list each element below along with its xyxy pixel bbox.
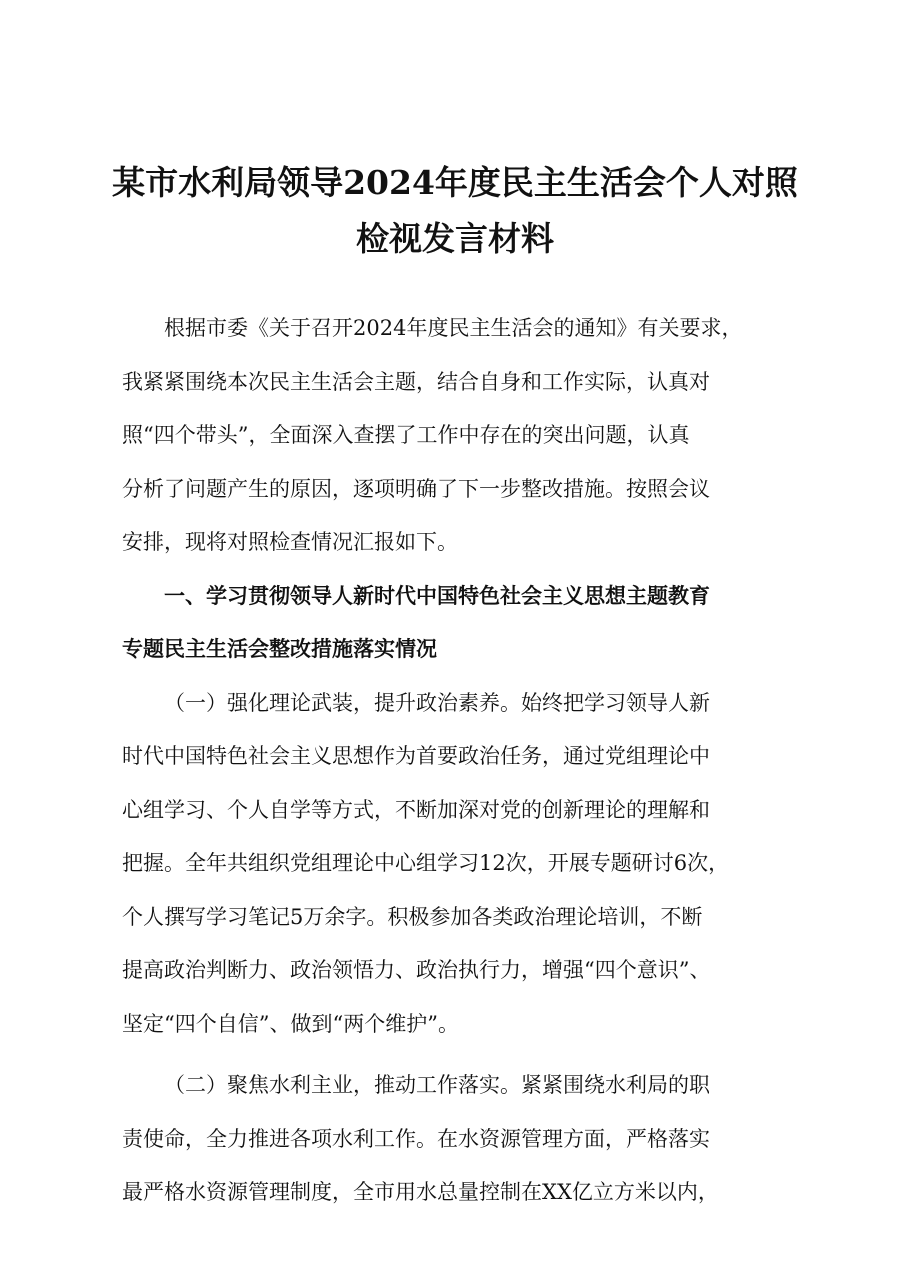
sub1-line: （一）强化理论武装，提升政治素养。始终把学习领导人新 [164,690,710,715]
intro-paragraph [122,302,794,570]
title-line-2: 检视发言材料 [356,219,554,258]
title-line-1: 某市水利局领导2024年度民主生活会个人对照 [112,163,798,202]
heading-line: 一、学习贯彻领导人新时代中国特色社会主义思想主题教育 [164,583,710,608]
paragraph-gap [122,1051,794,1059]
section-1-heading [122,570,794,677]
intro-line: 照“四个带头”，全面深入查摆了工作中存在的突出问题，认真 [122,423,690,447]
document-title [110,155,800,267]
intro-line: 我紧紧围绕本次民主生活会主题，结合自身和工作实际，认真对 [122,369,710,394]
subsection-1-paragraph [122,677,794,1052]
intro-line: 根据市委《关于召开2024年度民主生活会的通知》有关要求， [164,316,743,340]
sub1-line: 个人撰写学习笔记5万余字。积极参加各类政治理论培训，不断 [122,904,703,929]
sub2-line: 责使命，全力推进各项水利工作。在水资源管理方面，严格落实 [122,1126,710,1151]
sub1-line: 提高政治判断力、政治领悟力、政治执行力，增强“四个意识”、 [122,958,711,982]
intro-line: 分析了问题产生的原因，逐项明确了下一步整改措施。按照会议 [122,476,710,501]
sub2-line: 最严格水资源管理制度，全市用水总量控制在XX亿立方米以内， [122,1180,719,1204]
sub1-line: 坚定“四个自信”、做到“两个维护”。 [122,1011,459,1036]
intro-line: 安排，现将对照检查情况汇报如下。 [122,530,458,554]
document-body [122,302,794,1220]
sub1-line: 把握。全年共组织党组理论中心组学习12次，开展专题研讨6次， [122,851,730,875]
subsection-2-paragraph [122,1059,794,1220]
sub1-line: 心组学习、个人自学等方式，不断加深对党的创新理论的理解和 [122,797,710,822]
heading-line: 专题民主生活会整改措施落实情况 [122,637,437,661]
sub2-line: （二）聚焦水利主业，推动工作落实。紧紧围绕水利局的职 [164,1073,710,1097]
sub1-line: 时代中国特色社会主义思想作为首要政治任务，通过党组理论中 [122,744,710,768]
